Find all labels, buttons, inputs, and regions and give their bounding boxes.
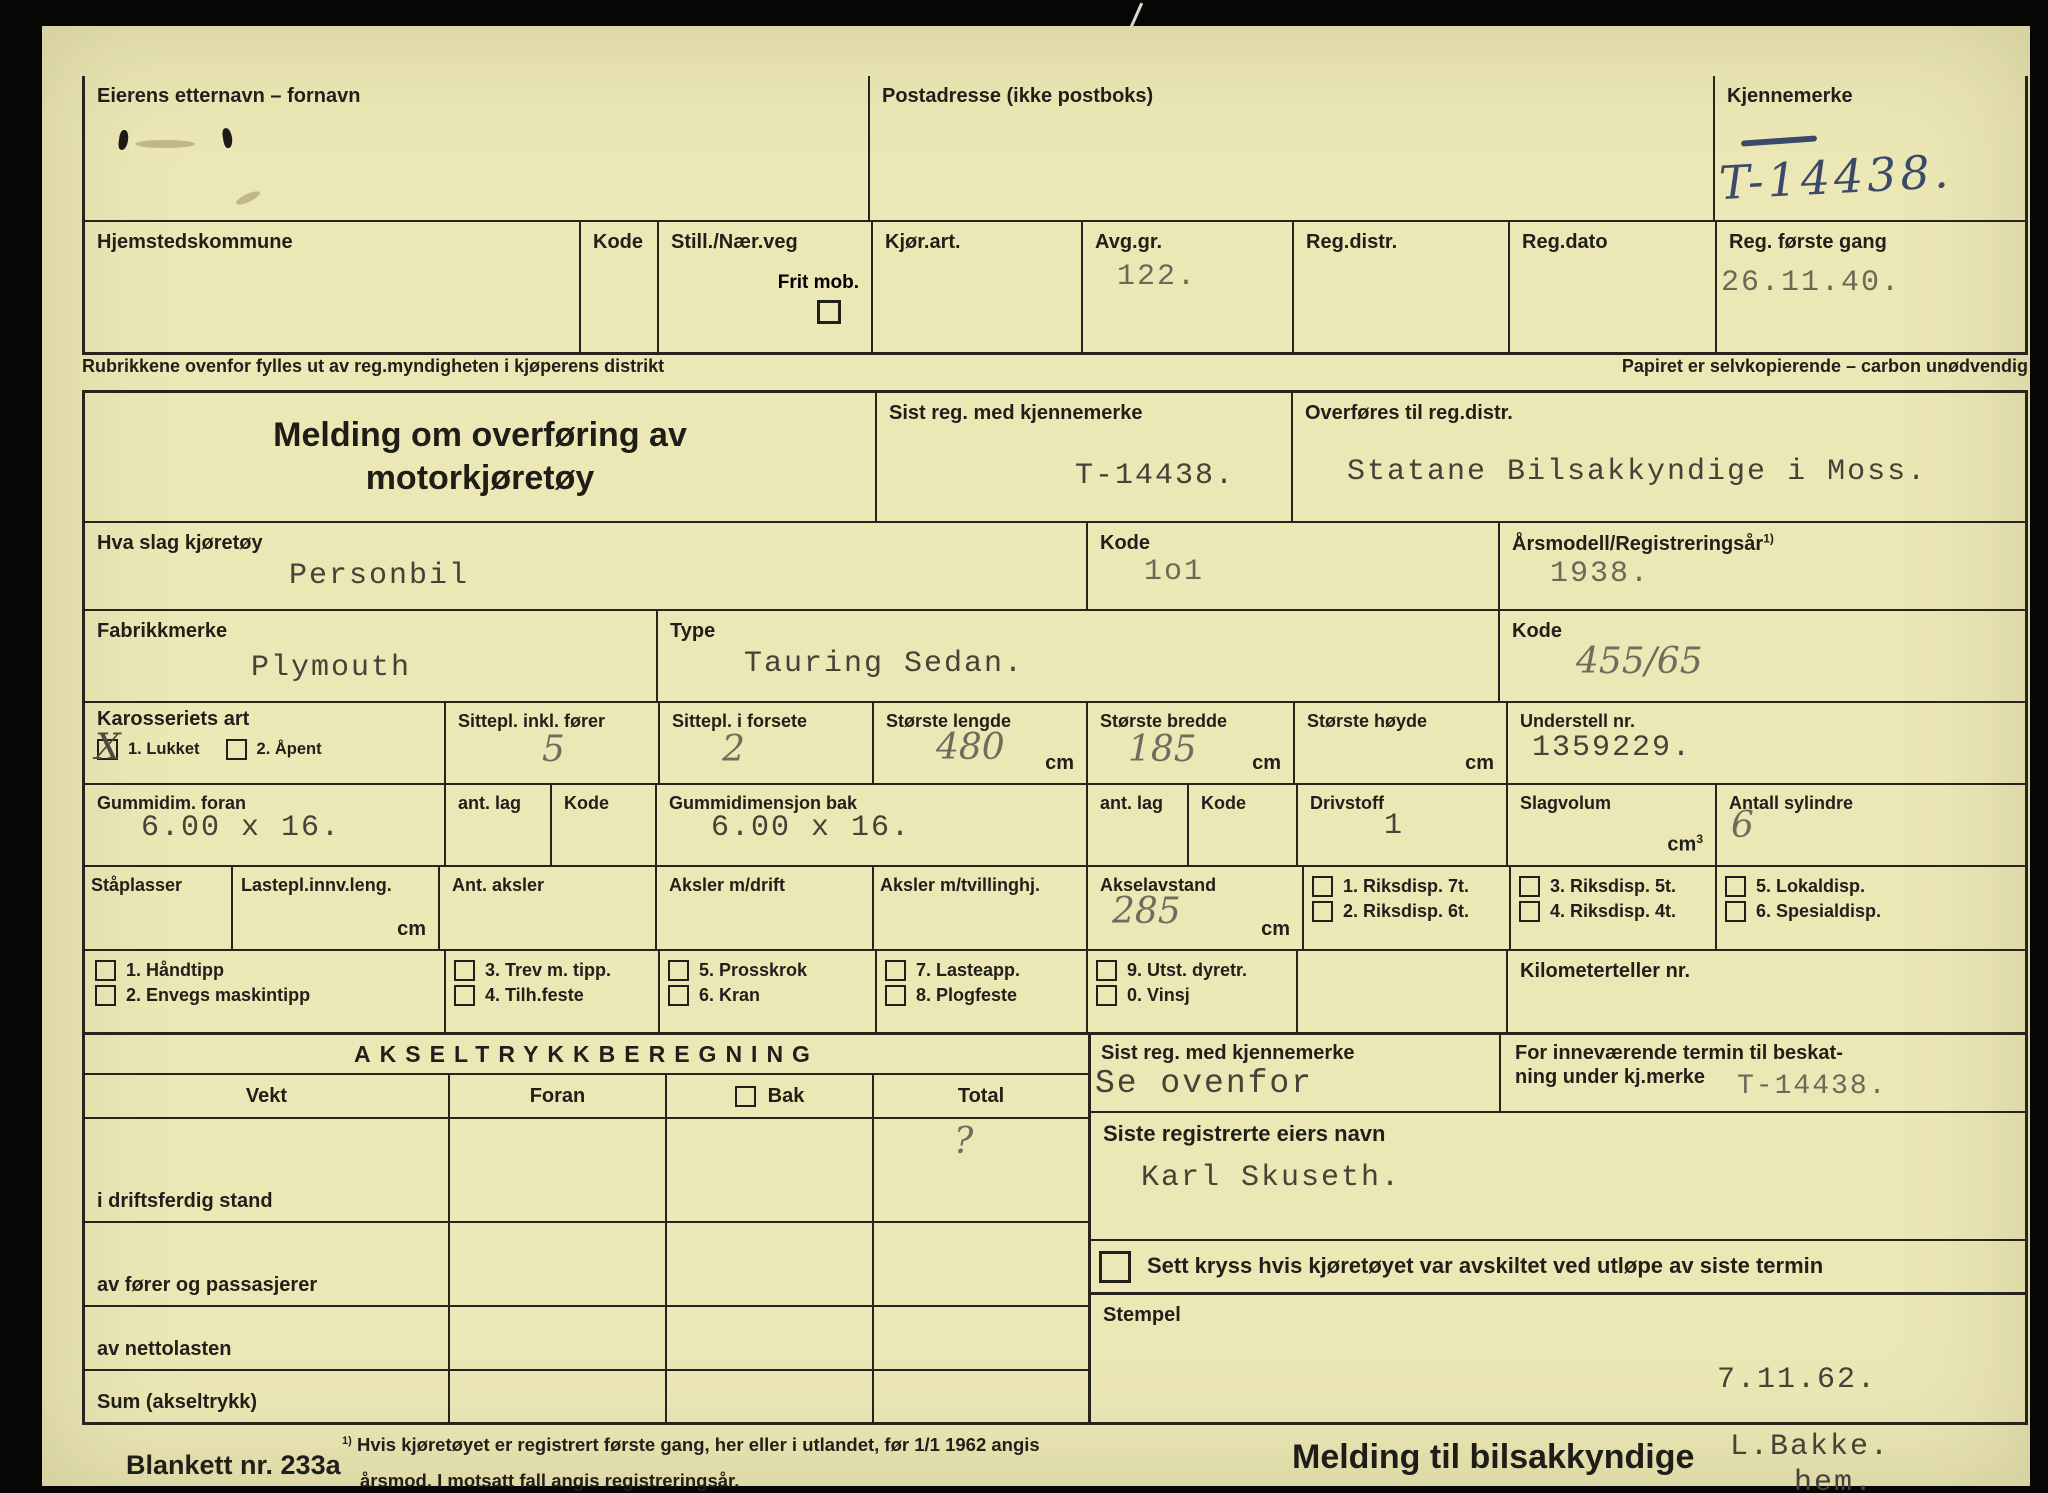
municipality-row: [85, 222, 2025, 352]
frit-mob-checkbox: [817, 300, 841, 324]
foran-cell: [450, 1307, 667, 1369]
registration-authority-box: [82, 76, 2028, 355]
antlag2-label: ant. lag: [1100, 793, 1164, 813]
axle-calc-row-passasjerer: [85, 1223, 1088, 1307]
hoyde-label: Største høyde: [1307, 711, 1428, 731]
foran-cell: [450, 1371, 667, 1422]
akslertvilling-field: [874, 867, 1088, 949]
still-naerveg-field: [659, 222, 873, 352]
riksdisp-col1: [1304, 867, 1511, 949]
gummi-kode-field: [552, 785, 657, 865]
understell-value: 1359229.: [1532, 731, 1693, 765]
akselavstand-value: 285: [1112, 891, 1181, 932]
scan-scratch: [1130, 3, 1143, 28]
avskiltet-label: Sett kryss hvis kjøretøyet var avskiltet ved utløpe av siste termin: [1147, 1253, 1824, 1279]
pencil-mark: [235, 189, 262, 207]
plate-value: T-14438.: [1717, 143, 1954, 211]
avskiltet-row: [1091, 1241, 2025, 1295]
tipp-col3: [660, 951, 877, 1032]
understell-field: [1508, 703, 2025, 783]
title-row: [85, 393, 2025, 523]
owner-name-label: Eierens etternavn – fornavn: [97, 85, 361, 107]
kran-checkbox: [668, 985, 689, 1006]
regforste-field: [1717, 222, 2025, 352]
overfores-value: Statane Bilsakkyndige i Moss.: [1347, 455, 1928, 489]
termin-value: T-14438.: [1737, 1071, 1888, 1102]
stamp-date-value: 7.11.62.: [1717, 1363, 1878, 1397]
right-panel: [1088, 1035, 2025, 1422]
riksdisp5-checkbox: [1519, 876, 1540, 897]
hoyde-unit: cm: [1465, 752, 1494, 774]
instruction-line: [82, 356, 2028, 378]
siste-eier-label: Siste registrerte eiers navn: [1103, 1121, 1386, 1146]
tyre-row: [85, 785, 2025, 867]
sittepl-forsete-label: Sittepl. i forsete: [672, 711, 808, 731]
kilometerteller-label: Kilometerteller nr.: [1520, 960, 1691, 982]
gummi-foran-field: [85, 785, 446, 865]
gummi-foran-value: 6.00 x 16.: [141, 811, 342, 845]
form-title-line1: Melding om overføring av: [273, 415, 687, 454]
axle-calc-row-sum: [85, 1371, 1088, 1422]
tipp-empty-cell: [1298, 951, 1508, 1032]
staplasser-field: [85, 867, 233, 949]
municipality-field: [85, 222, 581, 352]
avggr-label: Avg.gr.: [1095, 231, 1163, 253]
lastepl-field: [233, 867, 440, 949]
sittepl-forer-field: [446, 703, 660, 783]
total-cell: [874, 1223, 1088, 1305]
sistreg2-value: Se ovenfor: [1095, 1065, 1314, 1102]
axle-calc-title-band: [85, 1035, 1088, 1075]
bredde-value: 185: [1128, 729, 1197, 770]
fabrikkmerke-value: Plymouth: [251, 651, 412, 685]
regdistr-field: [1294, 222, 1510, 352]
handtipp-checkbox: [95, 960, 116, 981]
lukket-label: 1. Lukket: [128, 739, 200, 758]
dyretr-label: 9. Utst. dyretr.: [1127, 960, 1248, 980]
bredde-field: [1088, 703, 1295, 783]
bak-checkbox: [735, 1086, 756, 1107]
col-vekt: Vekt: [85, 1075, 450, 1117]
slagvolum-unit: $cm^3$: [1667, 832, 1703, 856]
gummi-foran-label: Gummidim. foran: [97, 793, 247, 813]
row-label-cell: av fører og passasjerer: [85, 1223, 450, 1305]
prosskrok-label: 5. Prosskrok: [699, 960, 808, 980]
riksdisp7-label: 1. Riksdisp. 7t.: [1343, 876, 1470, 896]
hva-slag-label: Hva slag kjøretøy: [97, 532, 263, 554]
blankett-number: Blankett nr. 233a: [126, 1450, 341, 1480]
type-field: [658, 611, 1500, 701]
footnote-line1: $^{1)}$ Hvis kjøretøyet er registrert første gang, her eller i utlandet, før 1/1 1962 angis: [342, 1434, 1040, 1455]
bottom-section: [85, 1035, 2025, 1422]
hoyde-field: [1295, 703, 1508, 783]
col-foran: Foran: [450, 1075, 667, 1117]
envegs-checkbox: [95, 985, 116, 1006]
lengde-label: Største lengde: [886, 711, 1012, 731]
sylindre-field: [1717, 785, 2025, 865]
tipp-col4: [877, 951, 1088, 1032]
disp-col3: [1717, 867, 2025, 949]
lastepl-unit: cm: [397, 918, 426, 940]
total-question-mark: ?: [954, 1121, 974, 1162]
antlag-label: ant. lag: [458, 793, 522, 813]
antlag2-field: [1088, 785, 1189, 865]
form-title-cell: [85, 393, 877, 521]
lasteapp-checkbox: [885, 960, 906, 981]
bak-cell: [667, 1307, 874, 1369]
antaksler-label: Ant. aksler: [452, 875, 545, 895]
axle-calc-table: [85, 1035, 1088, 1422]
slagvolum-label: Slagvolum: [1520, 793, 1612, 813]
axle-calc-row-nettolast: [85, 1307, 1088, 1371]
siste-eier-field: [1091, 1113, 2025, 1241]
lengde-unit: cm: [1045, 752, 1074, 774]
total-cell: [874, 1307, 1088, 1369]
lukket-checkbox: [95, 727, 121, 768]
ink-mark: [221, 127, 233, 148]
riksdisp6-checkbox: [1312, 901, 1333, 922]
lengde-field: [874, 703, 1088, 783]
note-left: Rubrikkene ovenfor fylles ut av reg.myndigheten i kjøperens distrikt: [82, 356, 665, 376]
sist-reg-label: Sist reg. med kjennemerke: [889, 402, 1143, 424]
gummi-kode-label: Kode: [564, 793, 609, 813]
akselavstand-label: Akselavstand: [1100, 875, 1217, 895]
note-right: Papiret er selvkopierende – carbon unødvendig: [1621, 356, 2028, 376]
understell-label: Understell nr.: [1520, 711, 1636, 731]
type-kode-field: [1500, 611, 2025, 701]
riksdisp7-checkbox: [1312, 876, 1333, 897]
regforste-value: 26.11.40.: [1721, 266, 1902, 300]
footnote-line2: årsmod. I motsatt fall angis registreringsår.: [360, 1470, 740, 1491]
riksdisp4-checkbox: [1519, 901, 1540, 922]
dyretr-checkbox: [1096, 960, 1117, 981]
form-title-line2: motorkjøretøy: [365, 459, 595, 497]
bak-cell: [667, 1119, 874, 1221]
slagvolum-field: [1508, 785, 1717, 865]
tipp-col5: [1088, 951, 1298, 1032]
ink-mark: [118, 129, 130, 150]
gummi-kode2-label: Kode: [1201, 793, 1246, 813]
erasure-smudge: [135, 140, 195, 148]
sistreg2-label: Sist reg. med kjennemerke: [1101, 1042, 1355, 1064]
regdato-field: [1510, 222, 1717, 352]
paper-sheet: [42, 26, 2030, 1493]
sittepl-forer-label: Sittepl. inkl. fører: [458, 711, 606, 731]
sittepl-forer-value: 5: [542, 729, 565, 770]
overfores-field: [1293, 393, 2025, 521]
apent-label: 2. Åpent: [256, 739, 322, 758]
melding-til-bilsakkyndige: Melding til bilsakkyndige: [1292, 1438, 1695, 1476]
plogfeste-label: 8. Plogfeste: [916, 984, 1018, 1005]
sylindre-value: 6: [1731, 805, 1754, 846]
riksdisp6-label: 2. Riksdisp. 6t.: [1343, 900, 1470, 921]
overfores-label: Overføres til reg.distr.: [1305, 402, 1513, 424]
postal-address-label: Postadresse (ikke postboks): [882, 85, 1154, 107]
riksdisp-col2: [1511, 867, 1717, 949]
handtipp-label: 1. Håndtipp: [126, 960, 224, 980]
akselavstand-field: [1088, 867, 1304, 949]
tilhfeste-checkbox: [454, 985, 475, 1006]
vinsj-checkbox: [1096, 985, 1117, 1006]
lasteapp-label: 7. Lasteapp.: [916, 960, 1021, 980]
total-cell: [874, 1371, 1088, 1422]
row-label-cell: Sum (akseltrykk): [85, 1371, 450, 1422]
sistreg-termin-row: [1091, 1035, 2025, 1113]
vehicle-kode-label: Kode: [1100, 532, 1150, 554]
tipp-col1: [85, 951, 446, 1032]
antaksler-field: [440, 867, 657, 949]
kode-label: Kode: [593, 231, 643, 253]
avskiltet-checkbox: [1099, 1251, 1131, 1283]
sist-reg-field: [877, 393, 1293, 521]
vehicle-kode-value: 1o1: [1144, 555, 1205, 589]
avggr-value: 122.: [1117, 260, 1198, 294]
apent-checkbox: [226, 739, 247, 760]
gummi-kode2-field: [1189, 785, 1298, 865]
regdato-label: Reg.dato: [1522, 231, 1608, 253]
riksdisp5-label: 3. Riksdisp. 5t.: [1550, 876, 1677, 896]
kode-field: [581, 222, 659, 352]
riksdisp4-label: 4. Riksdisp. 4t.: [1550, 900, 1677, 921]
karosseri-field: [85, 703, 446, 783]
sittepl-forsete-value: 2: [722, 729, 745, 770]
foran-cell: [450, 1119, 667, 1221]
termin-label-line1: For inneværende termin til beskat-: [1515, 1042, 1843, 1064]
arsmodell-field: [1500, 523, 2025, 609]
hva-slag-value: Personbil: [289, 559, 470, 593]
make-type-row: [85, 611, 2025, 703]
kran-label: 6. Kran: [699, 984, 761, 1005]
type-kode-value: 455/65: [1576, 641, 1703, 682]
kjorart-field: [873, 222, 1083, 352]
gummi-bak-value: 6.00 x 16.: [711, 811, 912, 845]
prosskrok-checkbox: [668, 960, 689, 981]
drivstoff-value: 1: [1384, 809, 1405, 843]
termin-field: [1501, 1035, 2025, 1111]
body-row: [85, 703, 2025, 785]
sistreg2-field: [1091, 1035, 1501, 1111]
sylindre-label: Antall sylindre: [1729, 793, 1854, 813]
row-label-cell: i driftsferdig stand: [85, 1119, 450, 1221]
type-kode-label: Kode: [1512, 620, 1562, 642]
fabrikkmerke-label: Fabrikkmerke: [97, 620, 228, 642]
vehicle-kind-row: [85, 523, 2025, 611]
plogfeste-checkbox: [885, 985, 906, 1006]
sist-reg-value: T-14438.: [1075, 459, 1236, 493]
antlag-field: [446, 785, 552, 865]
akselavstand-unit: cm: [1261, 918, 1290, 940]
vehicle-kode-field: [1088, 523, 1500, 609]
pen-stroke: [1741, 135, 1817, 146]
arsmodell-value: 1938.: [1550, 557, 1651, 591]
municipality-label: Hjemstedskommune: [97, 231, 293, 253]
lengde-value: 480: [936, 727, 1005, 768]
plate-field: [1715, 76, 2025, 220]
stempel-field: [1091, 1295, 2025, 1422]
postal-address-field: [870, 76, 1715, 220]
tipp-col2: [446, 951, 660, 1032]
staplasser-label: Ståplasser: [91, 875, 183, 895]
axle-calc-header: [85, 1075, 1088, 1119]
signature-line1: L.Bakke.: [1730, 1430, 1891, 1464]
equipment-row: [85, 951, 2025, 1035]
foran-cell: [450, 1223, 667, 1305]
drivstoff-field: [1298, 785, 1508, 865]
bak-cell: [667, 1371, 874, 1422]
akslerdrift-field: [657, 867, 874, 949]
bredde-unit: cm: [1252, 752, 1281, 774]
type-value: Tauring Sedan.: [744, 647, 1025, 681]
col-total: Total: [957, 1085, 1005, 1107]
signature-line2: hem.: [1794, 1466, 1875, 1493]
spesialdisp-checkbox: [1725, 901, 1746, 922]
lokaldisp-label: 5. Lokaldisp.: [1756, 876, 1866, 896]
regforste-label: Reg. første gang: [1729, 231, 1887, 253]
lokaldisp-checkbox: [1725, 876, 1746, 897]
hva-slag-field: [85, 523, 1088, 609]
transfer-form-box: [82, 390, 2028, 1425]
akslerdrift-label: Aksler m/drift: [669, 875, 786, 895]
axle-row: [85, 867, 2025, 951]
fabrikkmerke-field: [85, 611, 658, 701]
row-label-cell: av nettolasten: [85, 1307, 450, 1369]
siste-eier-value: Karl Skuseth.: [1141, 1161, 1402, 1195]
termin-label-line2: ning under kj.merke: [1515, 1066, 1706, 1088]
karosseri-label: Karosseriets art: [97, 708, 250, 730]
tilhfeste-label: 4. Tilh.feste: [485, 984, 584, 1005]
lukket-check-mark: X: [95, 727, 121, 768]
lastepl-label: Lastepl.innv.leng.: [241, 875, 392, 895]
akslertvilling-label: Aksler m/tvillinghj.: [880, 875, 1041, 895]
bak-cell: [667, 1223, 874, 1305]
still-naerveg-label: Still./Nær.veg: [671, 231, 798, 253]
type-label: Type: [670, 620, 716, 642]
trev-checkbox: [454, 960, 475, 981]
kilometerteller-field: [1508, 951, 2025, 1032]
trev-label: 3. Trev m. tipp.: [485, 960, 612, 980]
col-bak: Bak: [667, 1075, 874, 1117]
spesialdisp-label: 6. Spesialdisp.: [1756, 900, 1882, 921]
owner-row: [85, 76, 2025, 222]
drivstoff-label: Drivstoff: [1310, 793, 1385, 813]
stempel-label: Stempel: [1103, 1304, 1181, 1326]
axle-calc-title: AKSELTRYKKBEREGNING: [354, 1040, 819, 1067]
envegs-label: 2. Envegs maskintipp: [126, 984, 311, 1005]
arsmodell-label: Årsmodell/Registreringsår$^{1)}$: [1512, 531, 1774, 555]
bredde-label: Største bredde: [1100, 711, 1228, 731]
total-cell: [874, 1119, 1088, 1221]
frit-mob-label: Frit mob.: [777, 272, 859, 293]
regdistr-label: Reg.distr.: [1306, 231, 1398, 253]
gummi-bak-label: Gummidimensjon bak: [669, 793, 858, 813]
vinsj-label: 0. Vinsj: [1127, 984, 1190, 1005]
plate-label: Kjennemerke: [1727, 85, 1853, 107]
sittepl-forsete-field: [660, 703, 874, 783]
owner-name-field: [85, 76, 870, 220]
axle-calc-row-driftsferdig: [85, 1119, 1088, 1223]
kjorart-label: Kjør.art.: [885, 231, 961, 253]
gummi-bak-field: [657, 785, 1088, 865]
avggr-field: [1083, 222, 1294, 352]
